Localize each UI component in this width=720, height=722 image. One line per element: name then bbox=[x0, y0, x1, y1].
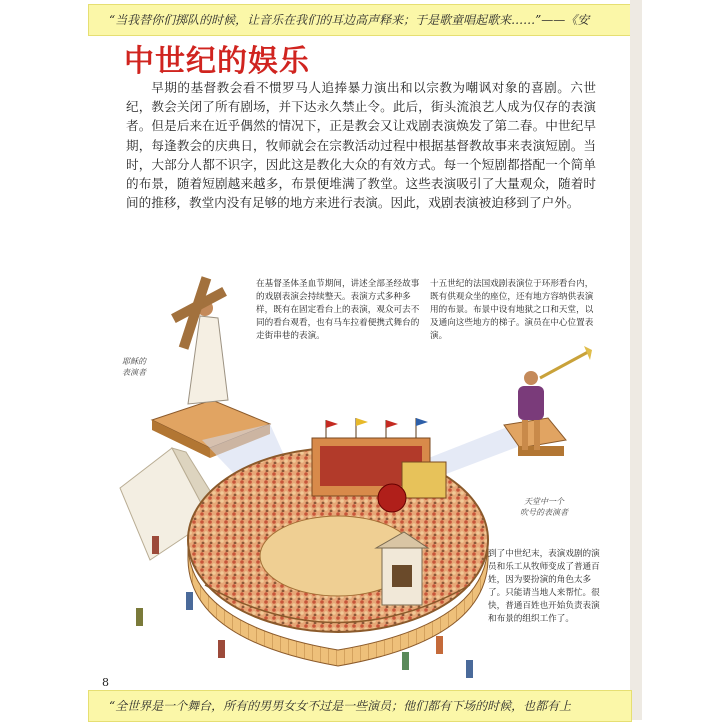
footer-quote-band bbox=[88, 690, 632, 722]
body-paragraph: 早期的基督教会看不惯罗马人追捧暴力演出和以宗教为嘲讽对象的喜剧。六世纪，教会关闭了所有剧场，并下达永久禁止令。此后，街头流浪艺人成为仅存的表演者。但是后来在近乎偶然的情况下，正是教会又让戏剧表演焕发了第二春。中世纪早期，每逢教会的庆典日，牧师就会在宗教活动过程中根据基督教故事来表演短剧。当时，大部分人都不识字，因此这是教化大众的有效方式。每一个短剧都搭配一个简单的布景，随着短剧越来越多，布景便堆满了教堂。这些表演吸引了大量观众，随着时间的推移，教堂内没有足够的地方来进行表演。因此，戏剧表演被迫移到了户外。 bbox=[126, 80, 596, 211]
page-title: 中世纪的娱乐 bbox=[124, 44, 310, 79]
caption-french-theatre: 十五世纪的法国戏剧表演位于环形看台内，既有供观众坐的座位，还有地方容纳供表演用的布景。布景中设有地狱之口和天堂，以及通向这些地方的梯子。演员在中心位置表演。 bbox=[430, 279, 594, 341]
hell-mouth bbox=[378, 484, 406, 512]
page-number: 8 bbox=[102, 676, 109, 689]
label-trumpeter: 天堂中一个 吹号的表演者 bbox=[520, 497, 568, 517]
header-quote: “当我替你们掷队的时候，让音乐在我们的耳边高声释来；于是歌童唱起歌来……”——《安 bbox=[109, 13, 590, 27]
caption-late-middle-ages: 到了中世纪末，表演戏剧的演员和乐工从牧师变成了普通百姓，因为要扮演的角色太多了。只能请当地人来帮忙。很快，普通百姓也开始负责表演和布景的组织工作了。 bbox=[488, 549, 600, 624]
jesus-actor-figure bbox=[171, 276, 228, 404]
caption-corpus-christi: 在基督圣体圣血节期间，讲述全部圣经故事的戏剧表演会持续整天。表演方式多种多样，既有在固定看台上的表演，观众可去不同的看台观看，也有马车拉着便携式舞台的走街串巷的表演。 bbox=[256, 279, 420, 341]
label-jesus-actor: 耶稣的 表演者 bbox=[122, 357, 146, 377]
footer-quote: “全世界是一个舞台，所有的男男女女不过是一些演员；他们都有下场的时候，也都有上 bbox=[109, 699, 572, 713]
